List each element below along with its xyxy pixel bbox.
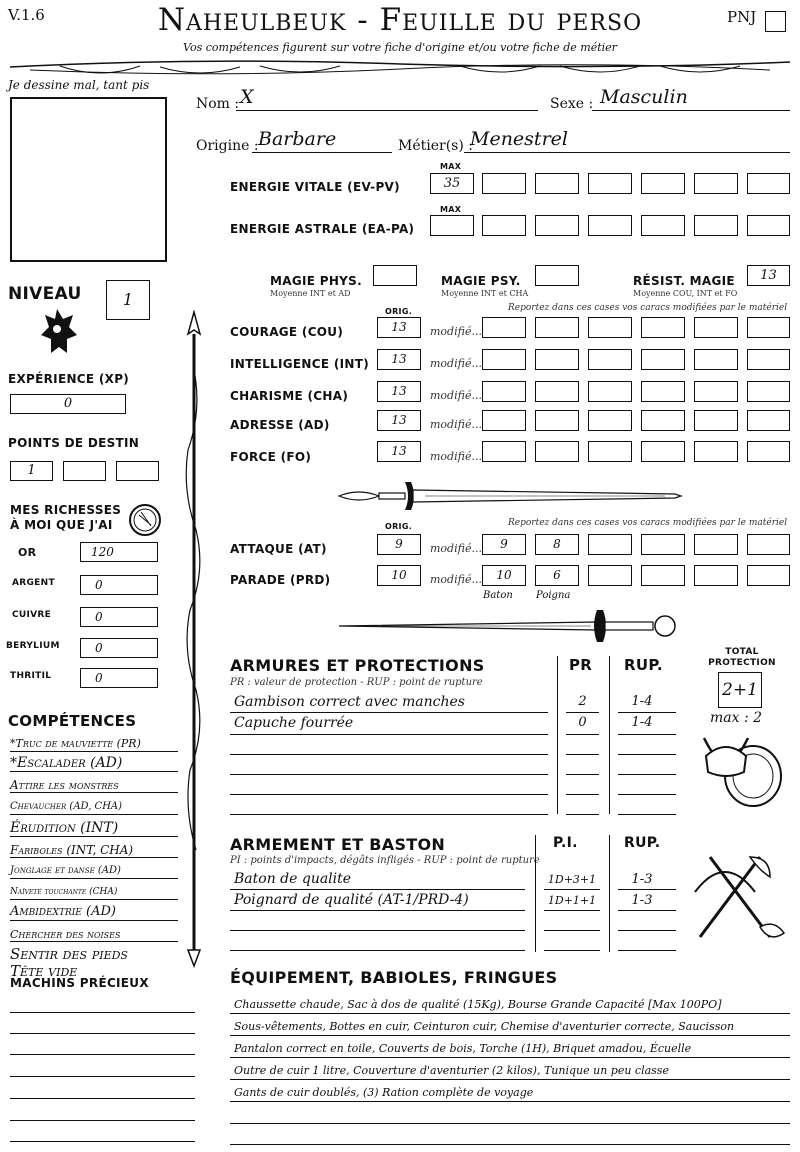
- equipement-line[interactable]: Outre de cuir 1 litre, Couverture d'aventurier (2 kilos), Tunique un peu classe: [234, 1064, 669, 1077]
- arme-pi[interactable]: 1D+1+1: [547, 894, 597, 907]
- combat-value: 9: [395, 537, 403, 551]
- ea-box-3[interactable]: [535, 215, 579, 236]
- cuivre-value: 0: [95, 610, 103, 624]
- combat-mod-box[interactable]: [694, 534, 738, 555]
- nom-label: Nom :: [196, 96, 240, 112]
- resist-magie-label: RÉSIST. MAGIE: [633, 274, 735, 288]
- magie-phys-box[interactable]: [373, 265, 417, 286]
- carac-mod-box[interactable]: [694, 410, 738, 431]
- argent-label: ARGENT: [12, 578, 55, 588]
- combat-orig-label: ORIG.: [385, 522, 413, 531]
- xp-label: EXPÉRIENCE (XP): [8, 372, 130, 386]
- machins-label: MACHINS PRÉCIEUX: [10, 976, 149, 990]
- or-value: 120: [91, 545, 114, 559]
- armement-label: ARMEMENT ET BASTON: [230, 835, 446, 854]
- carac-mod-box[interactable]: [588, 317, 632, 338]
- portrait-caption: Je dessine mal, tant pis: [8, 78, 150, 92]
- or-box[interactable]: [80, 542, 158, 562]
- spear-illustration: [182, 310, 206, 970]
- pnj-checkbox[interactable]: [765, 11, 786, 32]
- argent-box[interactable]: [80, 575, 158, 595]
- argent-value: 0: [95, 578, 103, 592]
- armure-pr[interactable]: 2: [578, 694, 587, 709]
- niveau-label: NIVEAU: [8, 284, 82, 304]
- niveau-box[interactable]: [106, 280, 150, 320]
- carac-mod-box[interactable]: [482, 317, 526, 338]
- resist-magie-box[interactable]: [747, 265, 790, 286]
- total-protection-label-1: TOTAL: [725, 647, 759, 657]
- carac-mod-box[interactable]: [747, 317, 790, 338]
- carac-orig-box[interactable]: [377, 410, 421, 431]
- sword-illustration: [335, 478, 685, 514]
- combat-mod-value: 9: [500, 537, 508, 551]
- modifie-label: modifié...: [430, 389, 482, 402]
- arme-pi[interactable]: 1D+3+1: [547, 873, 597, 886]
- carac-label: INTELLIGENCE (INT): [230, 357, 369, 371]
- modifie-label: modifié...: [430, 542, 482, 555]
- caracs-note: Reportez dans ces cases vos caracs modifiées par le matériel: [508, 303, 788, 313]
- total-protection-max: max : 2: [710, 710, 763, 726]
- ea-box-2[interactable]: [482, 215, 526, 236]
- competence-item[interactable]: Jonglage et danse (AD): [10, 865, 121, 876]
- armures-rup-header: RUP.: [624, 656, 663, 674]
- caracs-orig-label: ORIG.: [385, 307, 413, 316]
- niveau-value: 1: [122, 290, 134, 309]
- origine-label: Origine :: [196, 138, 259, 154]
- combat-mod-value: 6: [553, 568, 561, 582]
- ea-label: ENERGIE ASTRALE (EA-PA): [230, 222, 415, 236]
- destin-box-3[interactable]: [116, 461, 159, 481]
- carac-mod-box[interactable]: [535, 381, 579, 402]
- weapon-col-2-label: Poigna: [536, 590, 571, 601]
- sword-illustration-2: [335, 608, 685, 644]
- carac-orig-box[interactable]: [377, 317, 421, 338]
- combat-mod-box[interactable]: [588, 534, 632, 555]
- combat-note: Reportez dans ces cases vos caracs modifiées par le matériel: [508, 518, 788, 528]
- carac-mod-box[interactable]: [588, 349, 632, 370]
- equipement-line[interactable]: Gants de cuir doublés, (3) Ration complète de voyage: [234, 1086, 534, 1099]
- pnj-label: PNJ: [727, 8, 757, 26]
- armement-rup-header: RUP.: [624, 835, 661, 851]
- armures-sub: PR : valeur de protection - RUP : point de rupture: [230, 677, 483, 688]
- carac-mod-box[interactable]: [747, 381, 790, 402]
- modifie-label: modifié...: [430, 357, 482, 370]
- arme-rup[interactable]: 1-3: [631, 893, 653, 908]
- armement-pi-header: P.I.: [553, 835, 578, 851]
- combat-mod-box[interactable]: [641, 534, 685, 555]
- carac-mod-box[interactable]: [641, 441, 685, 462]
- combat-mod-box[interactable]: [694, 565, 738, 586]
- carac-mod-box[interactable]: [588, 410, 632, 431]
- carac-label: ADRESSE (AD): [230, 418, 330, 432]
- resist-magie-value: 13: [760, 268, 777, 283]
- ea-box[interactable]: [430, 215, 474, 236]
- carac-mod-box[interactable]: [641, 381, 685, 402]
- carac-mod-box[interactable]: [747, 349, 790, 370]
- ev-max-label: MAX: [440, 162, 462, 171]
- metier-label: Métier(s) :: [398, 138, 473, 154]
- total-protection-value: 2+1: [722, 680, 758, 700]
- carac-orig-box[interactable]: [377, 349, 421, 370]
- ev-box-4[interactable]: [588, 173, 632, 194]
- armement-sub: PI : points d'impacts, dégâts infligés - RUP : point de rupture: [230, 855, 540, 866]
- carac-label: COURAGE (COU): [230, 325, 344, 339]
- carac-value: 13: [391, 352, 407, 366]
- weapons-icon: [690, 852, 790, 942]
- berylium-value: 0: [95, 641, 103, 655]
- equipement-line[interactable]: Pantalon correct en toile, Couverts de bois, Torche (1H), Briquet amadou, Écuelle: [234, 1042, 692, 1055]
- ev-label: ENERGIE VITALE (EV-PV): [230, 180, 400, 194]
- ev-box-5[interactable]: [641, 173, 685, 194]
- carac-value: 13: [391, 444, 407, 458]
- competence-item[interactable]: Sentir des pieds: [10, 945, 128, 963]
- magie-phys-label: MAGIE PHYS.: [270, 274, 362, 288]
- ea-box-4[interactable]: [588, 215, 632, 236]
- combat-mod-box[interactable]: [535, 534, 579, 555]
- total-protection-label-2: PROTECTION: [708, 658, 776, 668]
- nom-value[interactable]: X: [240, 86, 254, 108]
- carac-value: 13: [391, 320, 407, 334]
- competence-item[interactable]: Attire les monstres: [10, 778, 119, 792]
- magie-psy-box[interactable]: [535, 265, 579, 286]
- cuivre-box[interactable]: [80, 607, 158, 627]
- combat-mod-value: 10: [496, 568, 512, 582]
- equipement-label: ÉQUIPEMENT, BABIOLES, FRINGUES: [230, 968, 558, 987]
- sexe-line: [592, 110, 790, 111]
- combat-orig-box[interactable]: [377, 534, 421, 555]
- armures-pr-header: PR: [569, 656, 593, 674]
- ea-box-5[interactable]: [641, 215, 685, 236]
- carac-label: FORCE (FO): [230, 450, 312, 464]
- xp-box[interactable]: [10, 394, 126, 414]
- ev-box-3[interactable]: [535, 173, 579, 194]
- competence-item[interactable]: Chercher des noises: [10, 928, 121, 941]
- carac-mod-box[interactable]: [747, 441, 790, 462]
- ev-box-7[interactable]: [747, 173, 790, 194]
- carac-mod-box[interactable]: [482, 349, 526, 370]
- modifie-label: modifié...: [430, 450, 482, 463]
- ev-box[interactable]: [430, 173, 474, 194]
- magie-psy-sub: Moyenne INT et CHA: [441, 289, 529, 298]
- sexe-label: Sexe :: [550, 96, 594, 112]
- thritil-value: 0: [95, 671, 103, 685]
- berylium-box[interactable]: [80, 638, 158, 658]
- version-label: V.1.6: [8, 6, 45, 24]
- combat-value: 10: [391, 568, 407, 582]
- origine-value[interactable]: Barbare: [258, 128, 337, 150]
- thritil-label: THRITIL: [10, 671, 52, 681]
- armure-pr[interactable]: 0: [578, 715, 587, 730]
- carac-mod-box[interactable]: [588, 441, 632, 462]
- arme-rup[interactable]: 1-3: [631, 872, 653, 887]
- competences-label: COMPÉTENCES: [8, 712, 137, 730]
- modifie-label: modifié...: [430, 325, 482, 338]
- combat-label: PARADE (PRD): [230, 573, 331, 587]
- nom-line: [236, 110, 538, 111]
- total-protection-box[interactable]: [718, 672, 762, 708]
- portrait-frame[interactable]: [10, 97, 167, 262]
- ea-max-label: MAX: [440, 205, 462, 214]
- metier-line: [464, 152, 790, 153]
- ea-box-7[interactable]: [747, 215, 790, 236]
- combat-mod-box[interactable]: [747, 565, 790, 586]
- competence-item[interactable]: Tête vide: [10, 962, 78, 980]
- coin-icon: [127, 502, 163, 538]
- carac-mod-box[interactable]: [535, 317, 579, 338]
- magie-phys-sub: Moyenne INT et AD: [270, 289, 351, 298]
- competence-item[interactable]: *Truc de mauviette (PR): [10, 737, 141, 750]
- carac-label: CHARISME (CHA): [230, 389, 349, 403]
- ea-box-6[interactable]: [694, 215, 738, 236]
- equipement-line[interactable]: Sous-vêtements, Bottes en cuir, Ceinturon cuir, Chemise d'aventurier correcte, Saucisson: [234, 1020, 735, 1033]
- carac-mod-box[interactable]: [694, 381, 738, 402]
- carac-mod-box[interactable]: [641, 317, 685, 338]
- competence-item[interactable]: Fariboles (INT, CHA): [10, 843, 134, 857]
- carac-mod-box[interactable]: [641, 349, 685, 370]
- resist-magie-sub: Moyenne COU, INT et FO: [633, 289, 738, 298]
- arme-name[interactable]: Poignard de qualité (AT-1/PRD-4): [234, 892, 469, 908]
- combat-mod-box[interactable]: [747, 534, 790, 555]
- armure-name[interactable]: Capuche fourrée: [234, 715, 354, 731]
- weapon-col-1-label: Baton: [483, 590, 513, 601]
- origine-line: [252, 152, 392, 153]
- arme-name[interactable]: Baton de qualite: [234, 871, 352, 887]
- richesses-label-2: À MOI QUE J'AI: [10, 518, 113, 532]
- combat-mod-box[interactable]: [482, 534, 526, 555]
- carac-mod-box[interactable]: [747, 410, 790, 431]
- dragon-icon: [35, 305, 80, 363]
- armure-name[interactable]: Gambison correct avec manches: [234, 694, 465, 710]
- metier-value[interactable]: Menestrel: [470, 128, 568, 150]
- competence-item[interactable]: *Escalader (AD): [10, 755, 123, 771]
- destin-box-2[interactable]: [63, 461, 106, 481]
- combat-mod-box[interactable]: [588, 565, 632, 586]
- thritil-box[interactable]: [80, 668, 158, 688]
- modifie-label: modifié...: [430, 573, 482, 586]
- carac-orig-box[interactable]: [377, 381, 421, 402]
- carac-mod-box[interactable]: [482, 441, 526, 462]
- richesses-label-1: MES RICHESSES: [10, 503, 122, 517]
- carac-value: 13: [391, 384, 407, 398]
- competence-item[interactable]: Ambidextrie (AD): [10, 904, 116, 919]
- carac-mod-box[interactable]: [694, 317, 738, 338]
- combat-mod-box[interactable]: [535, 565, 579, 586]
- destin-value-1: 1: [27, 463, 36, 478]
- destin-box-1[interactable]: [10, 461, 53, 481]
- modifie-label: modifié...: [430, 418, 482, 431]
- competence-item[interactable]: Naïveté touchante (CHA): [10, 887, 118, 897]
- armures-label: ARMURES ET PROTECTIONS: [230, 656, 485, 675]
- cuivre-label: CUIVRE: [12, 610, 52, 620]
- carac-mod-box[interactable]: [641, 410, 685, 431]
- carac-mod-box[interactable]: [588, 381, 632, 402]
- carac-orig-box[interactable]: [377, 441, 421, 462]
- ev-box-2[interactable]: [482, 173, 526, 194]
- sexe-value[interactable]: Masculin: [600, 86, 688, 108]
- ev-value: 35: [443, 176, 461, 191]
- armure-rup[interactable]: 1-4: [631, 715, 653, 730]
- or-label: OR: [18, 546, 37, 559]
- berylium-label: BERYLIUM: [6, 641, 60, 651]
- carac-mod-box[interactable]: [535, 441, 579, 462]
- armure-rup[interactable]: 1-4: [631, 694, 653, 709]
- carac-mod-box[interactable]: [694, 349, 738, 370]
- combat-orig-box[interactable]: [377, 565, 421, 586]
- helmet-shield-icon: [698, 728, 786, 810]
- destin-label: POINTS DE DESTIN: [8, 436, 140, 450]
- combat-mod-value: 8: [553, 537, 561, 551]
- carac-mod-box[interactable]: [535, 349, 579, 370]
- xp-value: 0: [63, 396, 73, 411]
- competence-item[interactable]: Chevaucher (AD, CHA): [10, 801, 123, 812]
- sheet-subtitle: Vos compétences figurent sur votre fiche d'origine et/ou votre fiche de métier: [183, 41, 617, 54]
- combat-mod-box[interactable]: [482, 565, 526, 586]
- combat-label: ATTAQUE (AT): [230, 542, 327, 556]
- carac-mod-box[interactable]: [482, 410, 526, 431]
- sheet-title: Naheulbeuk - Feuille du perso: [157, 2, 643, 38]
- carac-mod-box[interactable]: [535, 410, 579, 431]
- combat-mod-box[interactable]: [641, 565, 685, 586]
- carac-mod-box[interactable]: [694, 441, 738, 462]
- competence-item[interactable]: Érudition (INT): [10, 820, 119, 836]
- magie-psy-label: MAGIE PSY.: [441, 274, 521, 288]
- carac-mod-box[interactable]: [482, 381, 526, 402]
- ev-box-6[interactable]: [694, 173, 738, 194]
- carac-value: 13: [391, 413, 407, 427]
- equipement-line[interactable]: Chaussette chaude, Sac à dos de qualité (15Kg), Bourse Grande Capacité [Max 100PO]: [234, 998, 722, 1011]
